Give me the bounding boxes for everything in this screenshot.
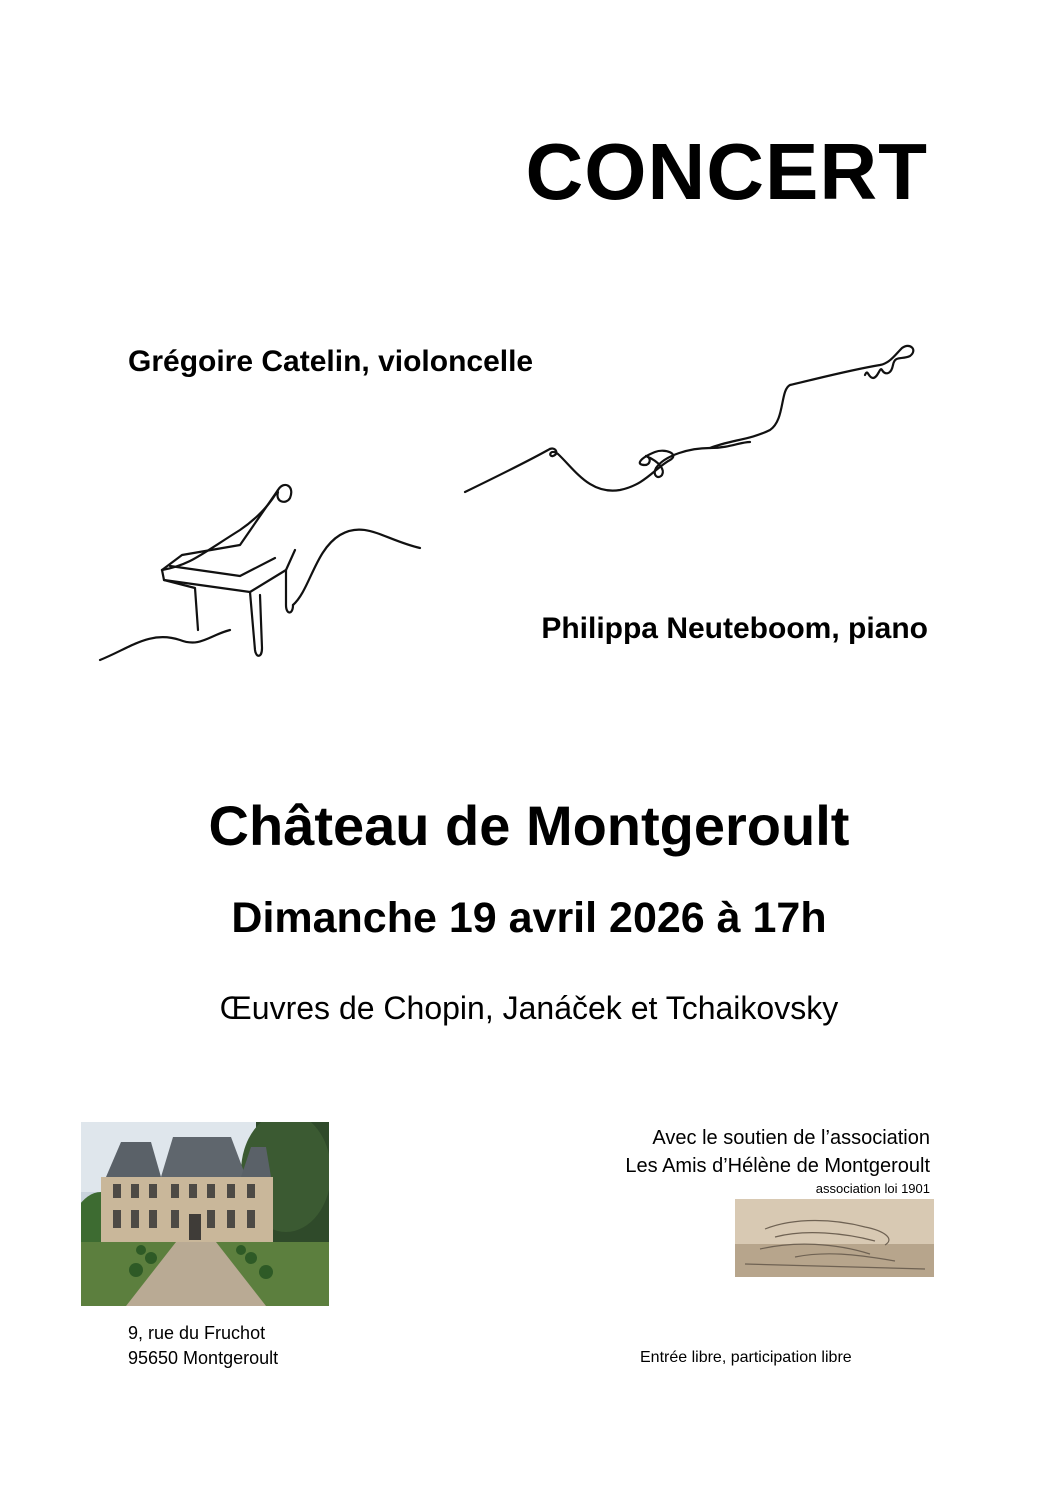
support-line-3: association loi 1901 (815, 1181, 930, 1196)
entry-note: Entrée libre, participation libre (640, 1349, 852, 1366)
support-line-2: Les Amis d’Hélène de Montgeroult (625, 1155, 930, 1177)
venue-title: Château de Montgeroult (208, 794, 850, 857)
performer-cello: Grégoire Catelin, violoncelle (128, 345, 534, 378)
concert-date: Dimanche 19 avril 2026 à 17h (231, 894, 827, 942)
concert-title: CONCERT (525, 127, 928, 216)
hands-piano-image (735, 1199, 934, 1277)
support-line-1: Avec le soutien de l’association (652, 1127, 930, 1149)
chateau-photo (81, 1122, 329, 1306)
address-block (128, 1321, 278, 1371)
performer-piano: Philippa Neuteboom, piano (541, 612, 928, 645)
address-city: 95650 Montgeroult (128, 1348, 279, 1368)
address-street: 9, rue du Fruchot (128, 1323, 266, 1343)
program-works: Œuvres de Chopin, Janáček et Tchaikovsky (219, 990, 839, 1026)
support-block (625, 1124, 930, 1198)
